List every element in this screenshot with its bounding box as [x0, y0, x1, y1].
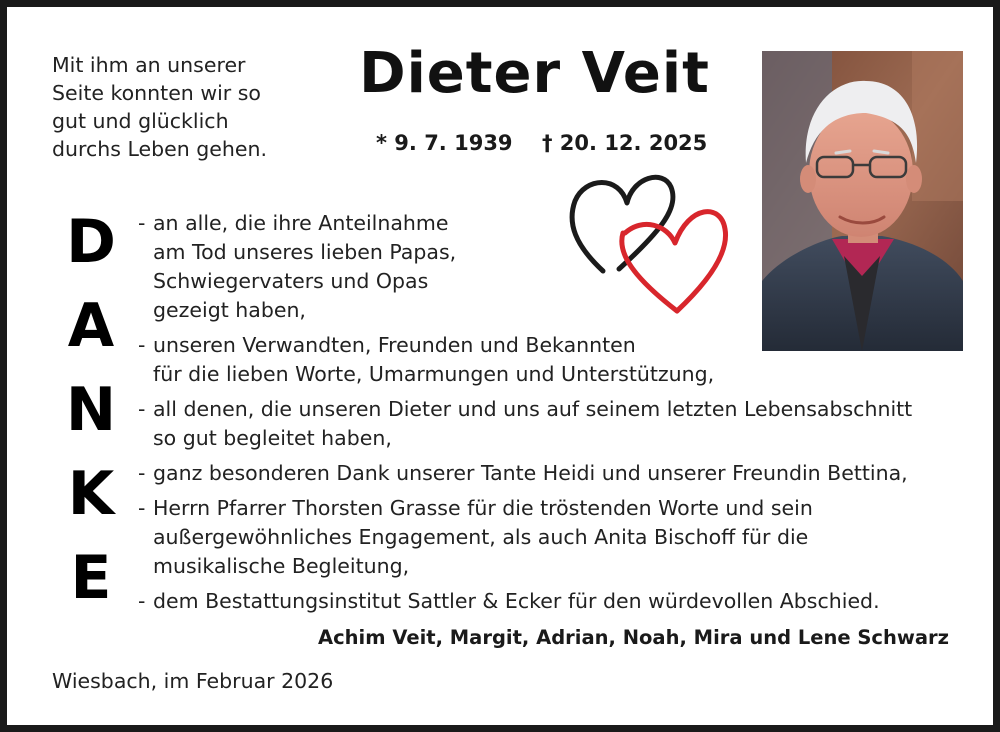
- list-item-line: ganz besonderen Dank unserer Tante Heidi und unserer Freundin Bettina,: [153, 461, 908, 485]
- quote-line: Seite konnten wir so: [52, 81, 261, 105]
- list-item: [138, 587, 968, 616]
- list-dash: -: [138, 461, 146, 485]
- danke-letter: N: [65, 375, 117, 445]
- quote-line: gut und glücklich: [52, 109, 229, 133]
- list-item: [138, 395, 968, 453]
- list-item-line: Schwiegervaters und Opas: [153, 269, 429, 293]
- danke-vertical-word: [55, 202, 127, 622]
- birth-date: * 9. 7. 1939: [376, 131, 513, 155]
- list-item-line: Herrn Pfarrer Thorsten Grasse für die tröstenden Worte und sein: [153, 496, 813, 520]
- list-item-line: für die lieben Worte, Umarmungen und Unterstützung,: [153, 362, 715, 386]
- danke-letter: E: [70, 543, 112, 613]
- list-item-line: am Tod unseres lieben Papas,: [153, 240, 457, 264]
- list-item: [138, 459, 968, 488]
- memorial-quote: [52, 51, 267, 163]
- quote-line: durchs Leben gehen.: [52, 137, 267, 161]
- list-dash: -: [138, 333, 146, 357]
- list-item-line: unseren Verwandten, Freunden und Bekannten: [153, 333, 636, 357]
- place-and-date: Wiesbach, im Februar 2026: [52, 669, 334, 693]
- list-item-line: gezeigt haben,: [153, 298, 306, 322]
- list-item-line: so gut begleitet haben,: [153, 426, 392, 450]
- deceased-name: Dieter Veit: [359, 41, 710, 106]
- list-dash: -: [138, 496, 146, 520]
- list-dash: -: [138, 397, 146, 421]
- list-item: [138, 209, 968, 325]
- thanks-list: [138, 209, 968, 622]
- quote-line: Mit ihm an unserer: [52, 53, 246, 77]
- list-item-line: an alle, die ihre Anteilnahme: [153, 211, 449, 235]
- danke-letter: K: [67, 459, 115, 529]
- signers: Achim Veit, Margit, Adrian, Noah, Mira und Lene Schwarz: [318, 626, 949, 649]
- list-item: [138, 494, 968, 581]
- list-item: [138, 331, 968, 389]
- list-dash: -: [138, 211, 146, 235]
- list-dash: -: [138, 589, 146, 613]
- danke-letter: D: [66, 207, 116, 277]
- danke-letter: A: [67, 291, 115, 361]
- list-item-line: musikalische Begleitung,: [153, 554, 410, 578]
- list-item-line: außergewöhnliches Engagement, als auch Anita Bischoff für die: [153, 525, 809, 549]
- death-date: † 20. 12. 2025: [542, 131, 708, 155]
- list-item-line: dem Bestattungsinstitut Sattler & Ecker für den würdevollen Abschied.: [153, 589, 880, 613]
- list-item-line: all denen, die unseren Dieter und uns auf seinem letzten Lebensabschnitt: [153, 397, 913, 421]
